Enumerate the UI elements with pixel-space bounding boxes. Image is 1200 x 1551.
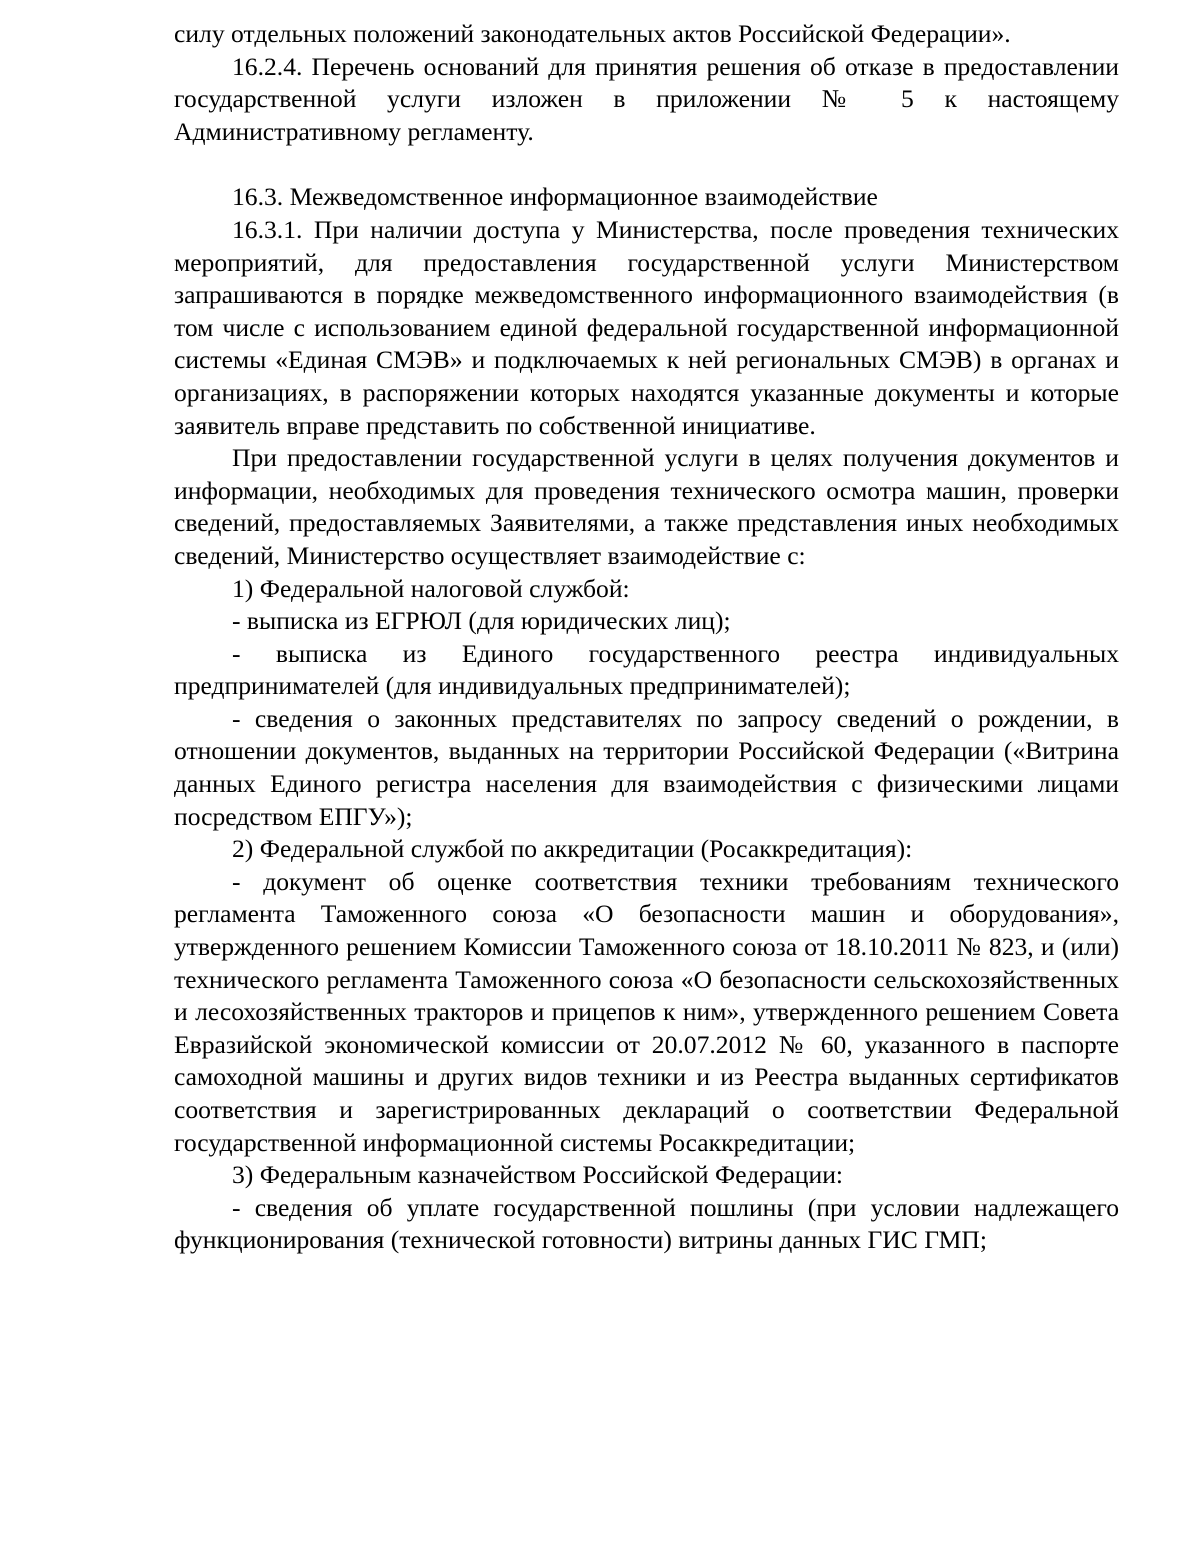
list-subitem-egrip: - выписка из Единого государственного реестра индивидуальных предпринимателей (для индивидуальных предпринимателей); <box>174 638 1119 701</box>
list-subitem-legal-representatives: - сведения о законных представителях по запросу сведений о рождении, в отношении документов, выданных на территории Российской Федерации («Витрина данных Единого регистра населения для взаимодействия с физическими лицами посредством ЕПГУ»); <box>174 703 1119 831</box>
list-item-tax-service: 1) Федеральной налоговой службой: <box>232 573 630 603</box>
list-item-rosaccreditation: 2) Федеральной службой по аккредитации (Росаккредитация): <box>232 834 913 864</box>
section-heading-16-3: 16.3. Межведомственное информационное взаимодействие <box>232 182 878 212</box>
list-subitem-state-duty: - сведения об уплате государственной пошлины (при условии надлежащего функционирования (технической готовности) витрины данных ГИС ГМП; <box>174 1192 1119 1255</box>
list-subitem-conformity-document: - документ об оценке соответствия техники требованиям технического регламента Таможенного союза «О безопасности машин и оборудования», утвержденного решением Комиссии Таможенного союза от 18.10.2011 № 823, и (или) технического регламента Таможенного союза «О безопасности сельскохозяйственных и лесохозяйственных тракторов и прицепов к ним», утвержденного решением Совета Евразийской экономической комиссии от 20.07.2012 № 60, указанного в паспорте самоходной машины и других видов техники и из Реестра выданных сертификатов соответствия и зарегистрированных деклараций о соответствии Федеральной государственной информационной системы Росаккредитации; <box>174 866 1119 1157</box>
list-subitem-egrul: - выписка из ЕГРЮЛ (для юридических лиц); <box>232 606 731 636</box>
paragraph-16-2-4: 16.2.4. Перечень оснований для принятия решения об отказе в предоставлении государственной услуги изложен в приложении № 5 к настоящему Административному регламенту. <box>174 51 1119 146</box>
paragraph-16-3-1: 16.3.1. При наличии доступа у Министерства, после проведения технических мероприятий, для предоставления государственной услуги Министерством запрашиваются в порядке межведомственного информационного взаимодействия (в том числе с использованием единой федеральной государственной информационной системы «Единая СМЭВ» и подключаемых к ней региональных СМЭВ) в органах и организациях, в распоряжении которых находятся указанные документы и которые заявитель вправе представить по собственной инициативе. <box>174 214 1119 440</box>
paragraph-continuation: силу отдельных положений законодательных актов Российской Федерации». <box>174 19 1011 48</box>
document-page <box>174 18 1119 1257</box>
list-item-treasury: 3) Федеральным казначейством Российской Федерации: <box>232 1160 843 1190</box>
paragraph-interaction-intro: При предоставлении государственной услуги в целях получения документов и информации, необходимых для проведения технического осмотра машин, проверки сведений, предоставляемых Заявителями, а также представления иных необходимых сведений, Министерство осуществляет взаимодействие с: <box>174 443 1119 570</box>
